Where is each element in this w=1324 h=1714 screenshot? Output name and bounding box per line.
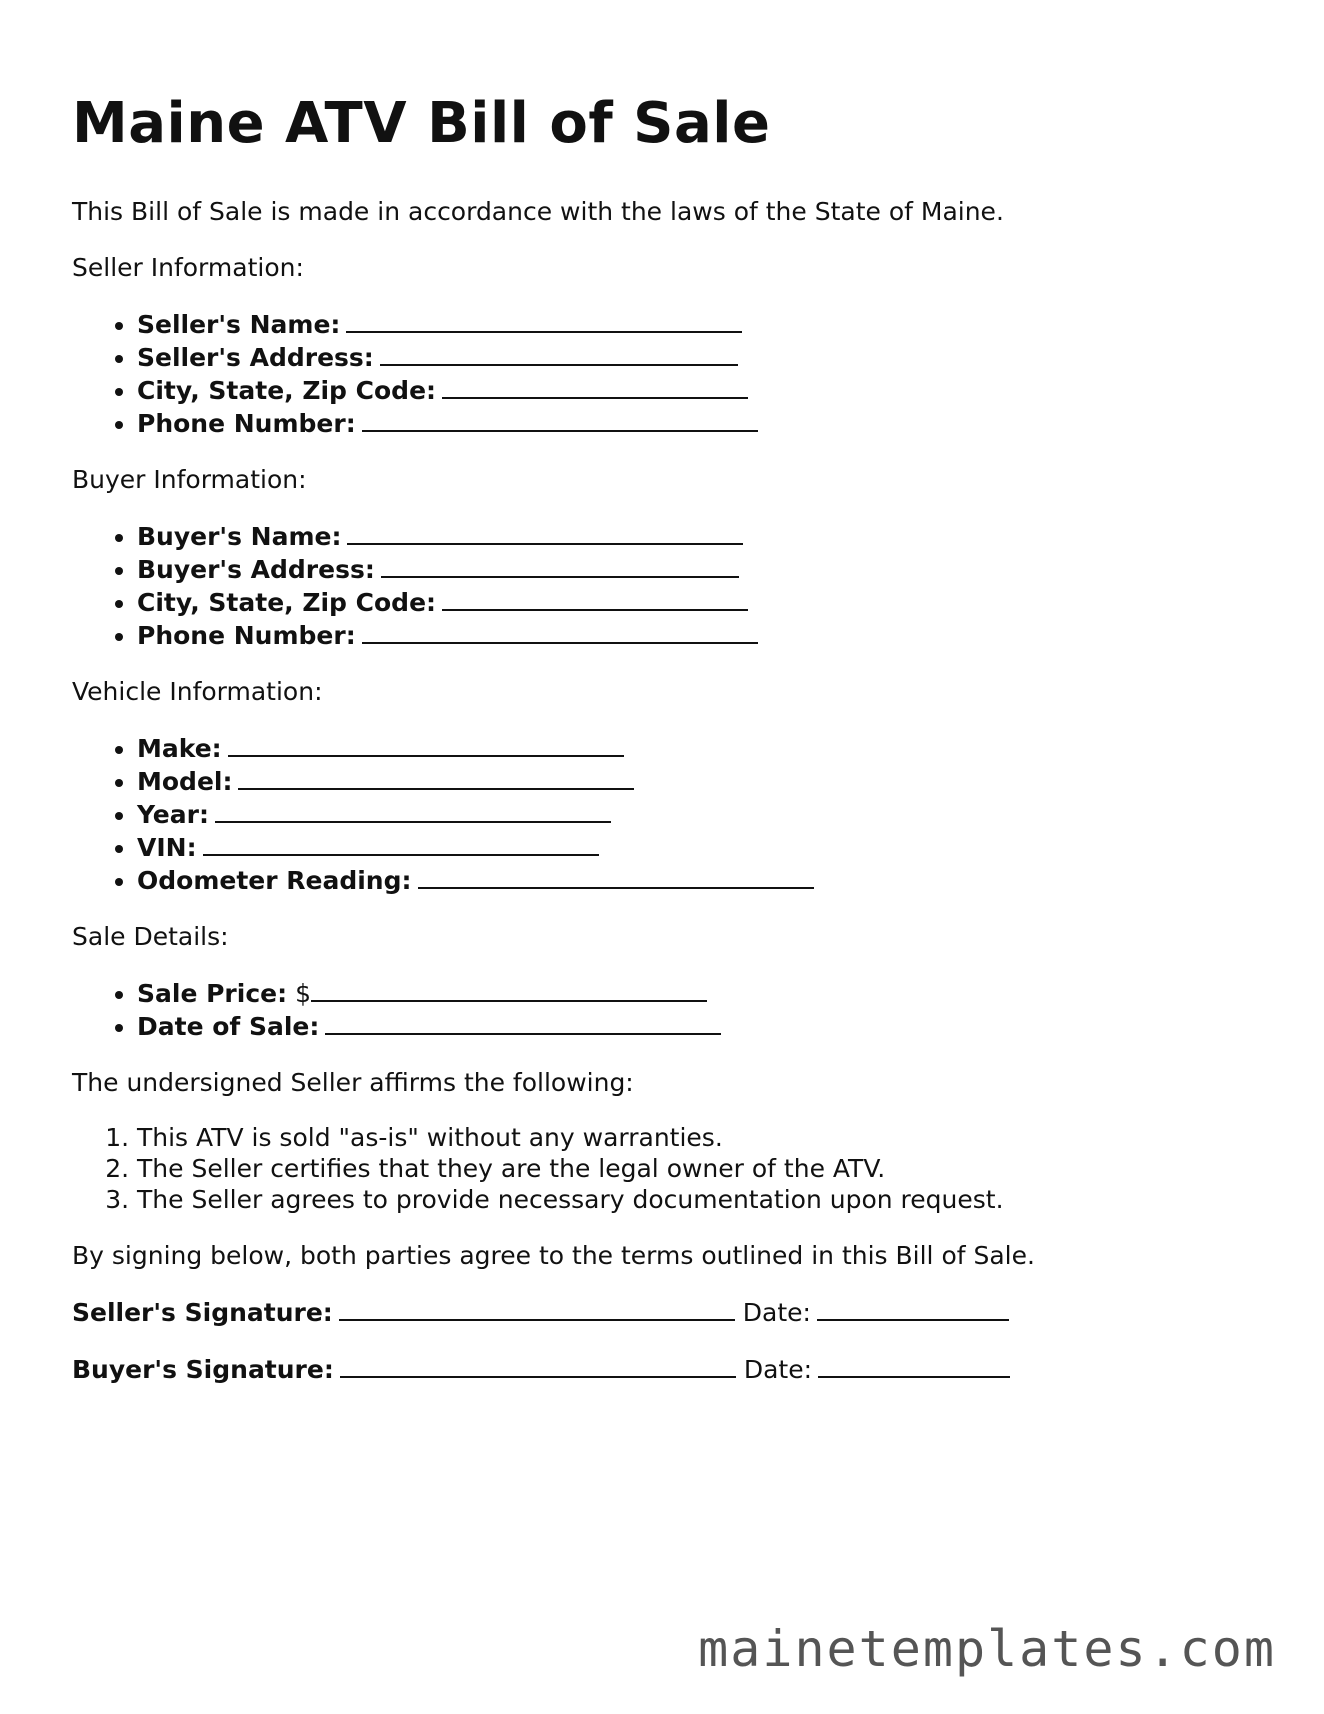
field-seller-name: [137, 307, 1252, 340]
vehicle-fields: [72, 731, 1252, 896]
odometer-blank[interactable]: [418, 863, 814, 889]
page-title: Maine ATV Bill of Sale: [72, 91, 771, 156]
field-label: City, State, Zip Code:: [137, 588, 437, 617]
field-seller-city: [137, 373, 1252, 406]
list-item: 3. The Seller agrees to provide necessary documentation upon request.: [137, 1184, 1252, 1215]
field-buyer-phone: [137, 618, 1252, 651]
field-vin: [137, 830, 1252, 863]
buyer-signature-row: [72, 1352, 1252, 1385]
affirm-intro: The undersigned Seller affirms the following:: [72, 1068, 634, 1097]
affirmation-list: [72, 1122, 1252, 1215]
agreement-text: By signing below, both parties agree to the terms outlined in this Bill of Sale.: [72, 1241, 1035, 1270]
field-odometer: [137, 863, 1252, 896]
sale-price-blank[interactable]: [311, 976, 707, 1002]
seller-section-label: Seller Information:: [72, 253, 304, 282]
seller-address-blank[interactable]: [380, 340, 738, 366]
seller-signature-blank[interactable]: [339, 1295, 735, 1321]
date-of-sale-blank[interactable]: [325, 1009, 721, 1035]
field-make: [137, 731, 1252, 764]
field-label: Date of Sale:: [137, 1012, 320, 1041]
field-buyer-city: [137, 585, 1252, 618]
field-label: Sale Price:: [137, 979, 288, 1008]
seller-date-blank[interactable]: [817, 1295, 1009, 1321]
list-item: 1. This ATV is sold "as-is" without any warranties.: [137, 1122, 1252, 1153]
year-blank[interactable]: [215, 797, 611, 823]
watermark: mainetemplates.com: [698, 1620, 1276, 1678]
seller-phone-blank[interactable]: [362, 406, 758, 432]
buyer-phone-blank[interactable]: [362, 618, 758, 644]
document: [72, 88, 1252, 1385]
field-seller-phone: [137, 406, 1252, 439]
seller-signature-row: [72, 1295, 1252, 1328]
buyer-name-blank[interactable]: [347, 519, 743, 545]
field-label: VIN:: [137, 833, 197, 862]
vin-blank[interactable]: [203, 830, 599, 856]
field-seller-address: [137, 340, 1252, 373]
field-label: Phone Number:: [137, 621, 356, 650]
sale-fields: [72, 976, 1252, 1042]
field-buyer-address: [137, 552, 1252, 585]
field-buyer-name: [137, 519, 1252, 552]
buyer-section-label: Buyer Information:: [72, 465, 307, 494]
field-label: Buyer's Name:: [137, 522, 342, 551]
field-label: Odometer Reading:: [137, 866, 412, 895]
field-label: Year:: [137, 800, 209, 829]
model-blank[interactable]: [238, 764, 634, 790]
buyer-city-blank[interactable]: [442, 585, 748, 611]
field-label: Make:: [137, 734, 222, 763]
list-item: 2. The Seller certifies that they are the legal owner of the ATV.: [137, 1153, 1252, 1184]
field-label: City, State, Zip Code:: [137, 376, 437, 405]
date-label: Date:: [742, 1298, 811, 1327]
buyer-address-blank[interactable]: [381, 552, 739, 578]
field-label: Model:: [137, 767, 233, 796]
buyer-date-blank[interactable]: [818, 1352, 1010, 1378]
field-date-of-sale: [137, 1009, 1252, 1042]
field-label: Buyer's Address:: [137, 555, 375, 584]
buyer-signature-label: Buyer's Signature:: [72, 1355, 334, 1384]
sale-section-label: Sale Details:: [72, 922, 229, 951]
buyer-signature-blank[interactable]: [340, 1352, 736, 1378]
field-label: Seller's Name:: [137, 310, 341, 339]
date-label: Date:: [743, 1355, 813, 1384]
field-label: Phone Number:: [137, 409, 356, 438]
make-blank[interactable]: [228, 731, 624, 757]
vehicle-section-label: Vehicle Information:: [72, 677, 323, 706]
field-sale-price: [137, 976, 1252, 1009]
seller-fields: [72, 307, 1252, 439]
buyer-fields: [72, 519, 1252, 651]
seller-name-blank[interactable]: [346, 307, 742, 333]
intro-text: This Bill of Sale is made in accordance with the laws of the State of Maine.: [72, 197, 1004, 226]
seller-city-blank[interactable]: [442, 373, 748, 399]
currency-symbol: $: [295, 979, 311, 1008]
field-year: [137, 797, 1252, 830]
field-model: [137, 764, 1252, 797]
seller-signature-label: Seller's Signature:: [72, 1298, 333, 1327]
field-label: Seller's Address:: [137, 343, 374, 372]
